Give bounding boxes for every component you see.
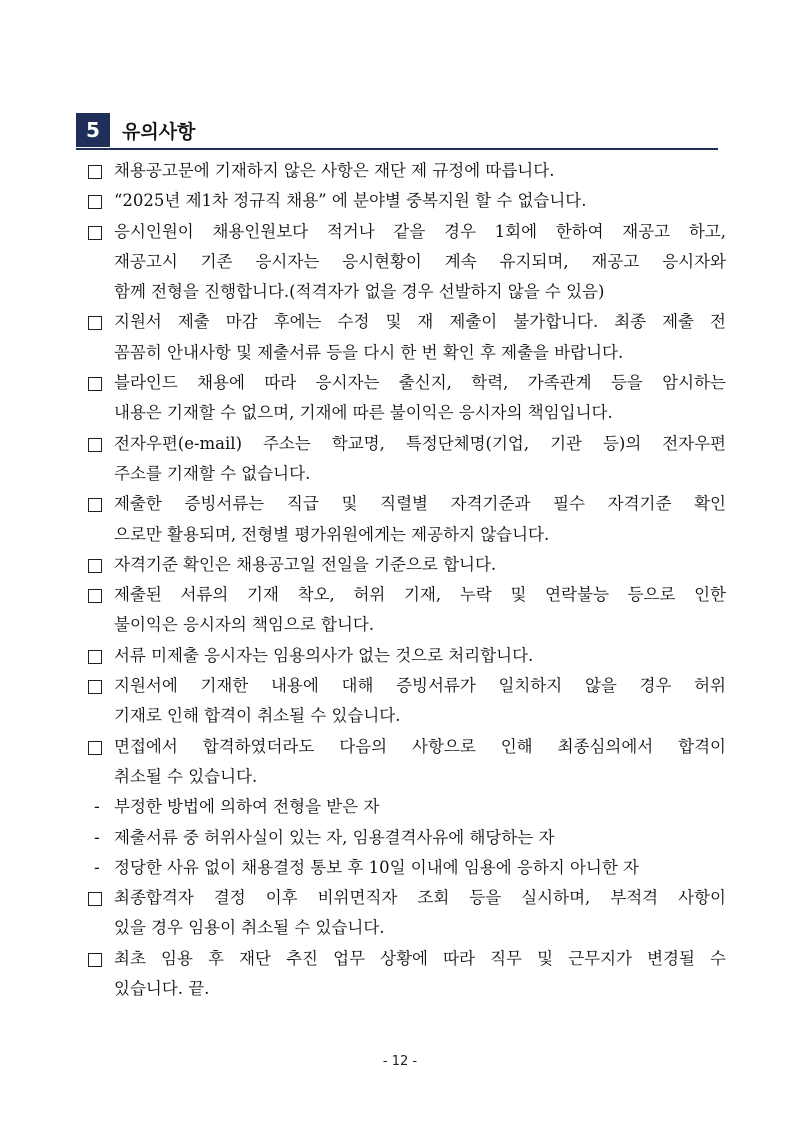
item-text-line: 주소를 기재할 수 없습니다. (114, 463, 311, 483)
checkbox-bullet-icon (86, 883, 114, 906)
item-text-line: 면접에서 합격하였더라도 다음의 사항으로 인해 최종심의에서 합격이 (114, 736, 726, 756)
square-bullet-icon (88, 589, 102, 603)
dash-bullet-icon (86, 823, 114, 853)
checkbox-bullet-icon (86, 944, 114, 967)
item-text-line: 제출한 증빙서류는 직급 및 직렬별 자격기준과 필수 자격기준 확인 (114, 494, 726, 514)
checkbox-bullet-icon (86, 671, 114, 694)
section-title: 유의사항 (122, 120, 196, 143)
square-bullet-icon (88, 650, 102, 664)
sub-item (86, 853, 726, 883)
square-bullet-icon (88, 226, 102, 240)
item-text-line: 재공고시 기존 응시자는 응시현황이 계속 유지되며, 재공고 응시자와 (114, 251, 726, 271)
item-text-line: 정당한 사유 없이 채용결정 통보 후 10일 이내에 임용에 응하지 아니한 자 (114, 857, 639, 877)
item-text (114, 823, 726, 853)
notice-list (86, 156, 726, 1004)
square-bullet-icon (88, 438, 102, 452)
notice-item (86, 671, 726, 732)
item-text-line: 있을 경우 임용이 취소될 수 있습니다. (114, 918, 385, 938)
item-text (114, 307, 726, 368)
checkbox-bullet-icon (86, 550, 114, 573)
item-text-line: 채용공고문에 기재하지 않은 사항은 재단 제 규정에 따릅니다. (114, 161, 555, 180)
square-bullet-icon (88, 377, 102, 391)
notice-item (86, 156, 726, 186)
item-text-line: 응시인원이 채용인원보다 적거나 같을 경우 1회에 한하여 재공고 하고, (114, 221, 726, 241)
checkbox-bullet-icon (86, 217, 114, 240)
item-text-line: 으로만 활용되며, 전형별 평가위원에게는 제공하지 않습니다. (114, 524, 550, 544)
item-text (114, 368, 726, 429)
checkbox-bullet-icon (86, 307, 114, 330)
square-bullet-icon (88, 559, 102, 573)
checkbox-bullet-icon (86, 156, 114, 179)
notice-item (86, 307, 726, 368)
item-text-line: 지원서 제출 마감 후에는 수정 및 재 제출이 불가합니다. 최종 제출 전 (114, 312, 726, 332)
item-text (114, 580, 726, 641)
notice-item (86, 489, 726, 550)
item-text (114, 641, 726, 671)
item-text (114, 732, 726, 793)
notice-item (86, 550, 726, 580)
item-text (114, 853, 726, 883)
dash-bullet-icon (86, 792, 114, 822)
notice-item (86, 368, 726, 429)
square-bullet-icon (88, 498, 102, 512)
item-text-line: 최종합격자 결정 이후 비위면직자 조회 등을 실시하며, 부적격 사항이 (114, 888, 726, 908)
item-text-line: 꼼꼼히 안내사항 및 제출서류 등을 다시 한 번 확인 후 제출을 바랍니다. (114, 342, 624, 362)
notice-item (86, 883, 726, 944)
square-bullet-icon (88, 680, 102, 694)
item-text-line: 내용은 기재할 수 없으며, 기재에 따른 불이익은 응시자의 책임입니다. (114, 403, 613, 423)
notice-item (86, 580, 726, 641)
checkbox-bullet-icon (86, 429, 114, 452)
notice-item (86, 429, 726, 490)
item-text-line: 함께 전형을 진행합니다.(적격자가 없을 경우 선발하지 않을 수 있음) (114, 282, 605, 302)
item-text-line: 지원서에 기재한 내용에 대해 증빙서류가 일치하지 않을 경우 허위 (114, 676, 726, 696)
notice-item (86, 944, 726, 1005)
square-bullet-icon (88, 195, 102, 209)
item-text-line: 제출서류 중 허위사실이 있는 자, 임용결격사유에 해당하는 자 (114, 827, 555, 847)
checkbox-bullet-icon (86, 732, 114, 755)
item-text (114, 671, 726, 732)
checkbox-bullet-icon (86, 641, 114, 664)
square-bullet-icon (88, 953, 102, 967)
item-text (114, 944, 726, 1005)
checkbox-bullet-icon (86, 580, 114, 603)
notice-item (86, 217, 726, 308)
item-text (114, 429, 726, 490)
notice-item (86, 732, 726, 793)
item-text-line: 서류 미제출 응시자는 임용의사가 없는 것으로 처리합니다. (114, 645, 534, 665)
item-text (114, 489, 726, 550)
checkbox-bullet-icon (86, 368, 114, 391)
sub-item (86, 823, 726, 853)
item-text (114, 186, 726, 216)
sub-item (86, 792, 726, 822)
item-text-line: 자격기준 확인은 채용공고일 전일을 기준으로 합니다. (114, 554, 497, 574)
item-text-line: “2025년 제1차 정규직 채용” 에 분야별 중복지원 할 수 없습니다. (114, 191, 587, 211)
item-text-line: 전자우편(e-mail) 주소는 학교명, 특정단체명(기업, 기관 등)의 전자우편 (114, 433, 726, 453)
square-bullet-icon (88, 741, 102, 755)
item-text (114, 156, 726, 186)
page-number: - 12 - (382, 1054, 418, 1069)
square-bullet-icon (88, 316, 102, 330)
item-text-line: 제출된 서류의 기재 착오, 허위 기재, 누락 및 연락불능 등으로 인한 (114, 585, 726, 605)
item-text-line: 부정한 방법에 의하여 전형을 받은 자 (114, 797, 380, 817)
item-text (114, 550, 726, 580)
item-text-line: 최초 임용 후 재단 추진 업무 상황에 따라 직무 및 근무지가 변경될 수 (114, 948, 726, 968)
item-text (114, 217, 726, 308)
item-text (114, 883, 726, 944)
item-text-line: 기재로 인해 합격이 취소될 수 있습니다. (114, 706, 401, 726)
dash-bullet: - (94, 797, 100, 817)
checkbox-bullet-icon (86, 186, 114, 209)
notice-item (86, 186, 726, 216)
section-header (76, 112, 718, 150)
dash-bullet-icon (86, 853, 114, 883)
item-text-line: 블라인드 채용에 따라 응시자는 출신지, 학력, 가족관계 등을 암시하는 (114, 373, 726, 393)
square-bullet-icon (88, 165, 102, 179)
checkbox-bullet-icon (86, 489, 114, 512)
item-text (114, 792, 726, 822)
item-text-line: 있습니다. 끝. (114, 979, 210, 999)
item-text-line: 취소될 수 있습니다. (114, 766, 258, 786)
square-bullet-icon (88, 892, 102, 906)
item-text-line: 불이익은 응시자의 책임으로 합니다. (114, 615, 375, 635)
notice-item (86, 641, 726, 671)
section-number-badge: 5 (76, 113, 110, 147)
dash-bullet: - (94, 857, 100, 877)
dash-bullet: - (94, 827, 100, 847)
